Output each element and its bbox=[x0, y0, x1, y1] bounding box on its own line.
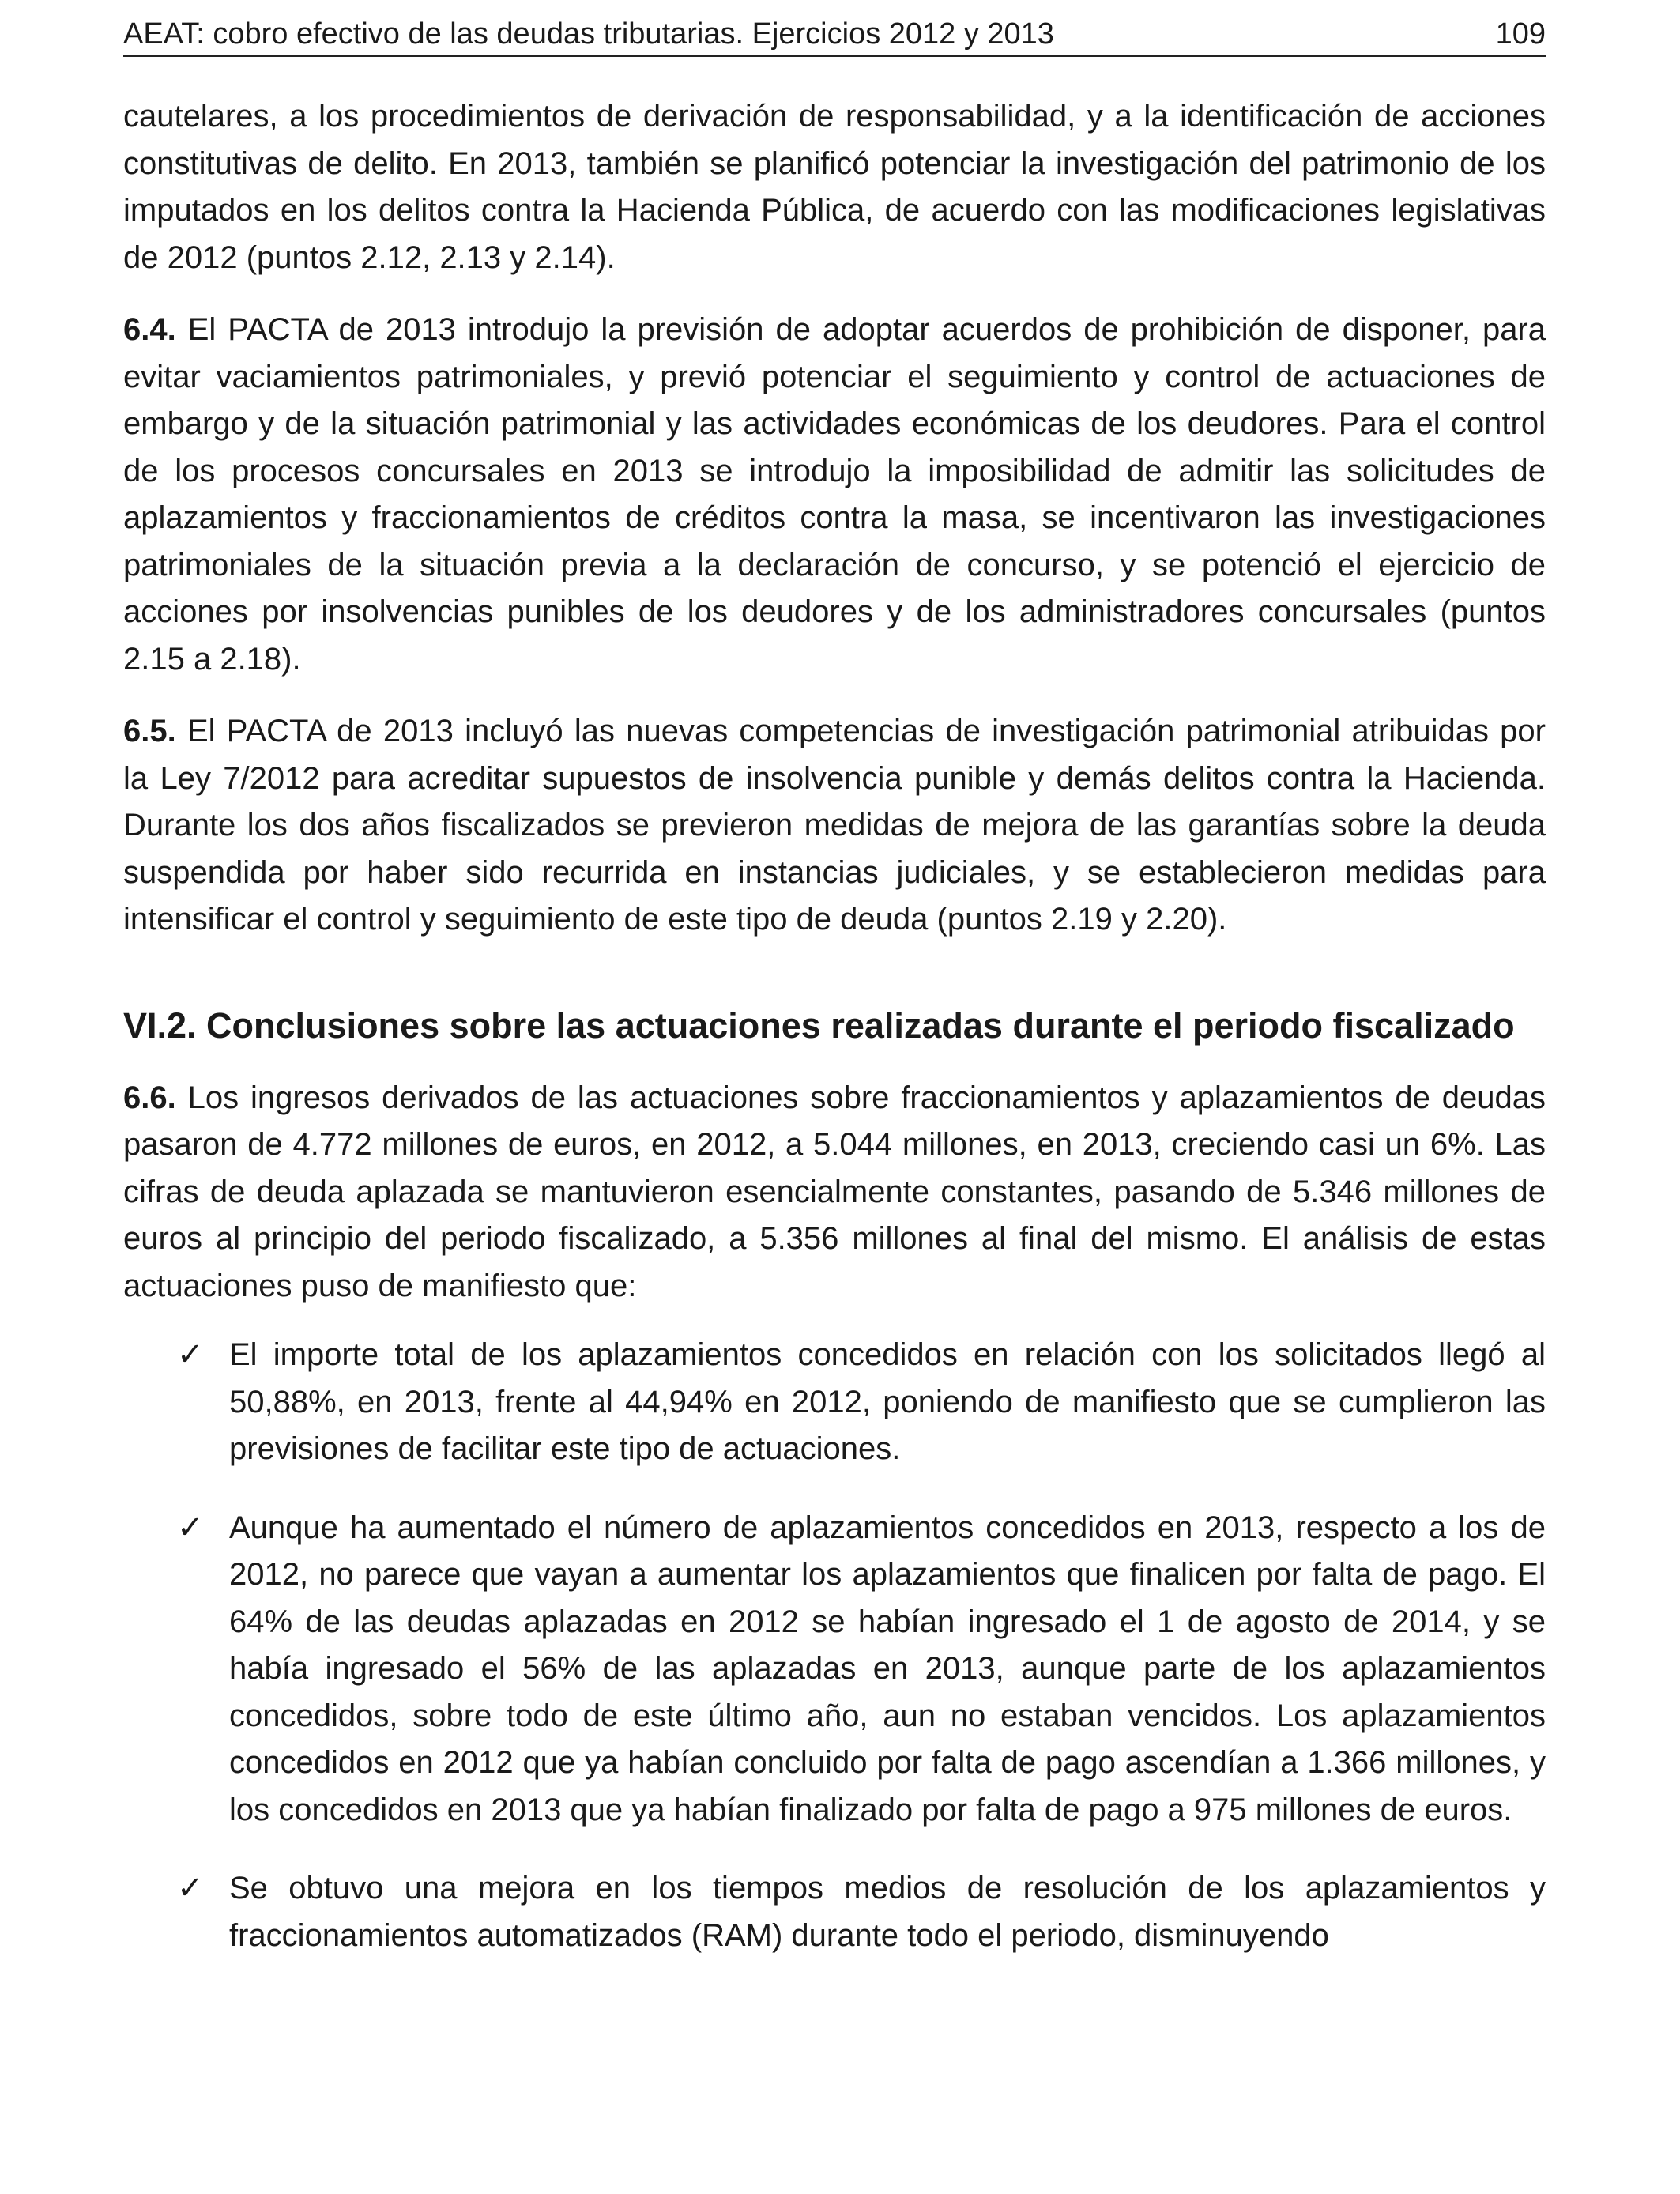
paragraph-text: El PACTA de 2013 introdujo la previsión de adoptar acuerdos de prohibición de disponer, para evitar vaciamientos patrimoniales, y previó potenciar el seguimiento y control de actuaciones de embargo y de la situación patrimonial y las actividades económicas de los deudores. Para el control de los procesos concursales en 2013 se introdujo la imposibilidad de admitir las solicitudes de aplazamientos y fraccionamientos de créditos contra la masa, se incentivaron las investigaciones patrimoniales de la situación previa a la declaración de concurso, y se potenció el ejercicio de acciones por insolvencias punibles de los deudores y de los administradores concursales (puntos 2.15 a 2.18). bbox=[123, 312, 1546, 677]
list-item bbox=[123, 1865, 1546, 1959]
intro-paragraph: cautelares, a los procedimientos de derivación de responsabilidad, y a la identificación de acciones constitutivas de delito. En 2013, también se planificó potenciar la investigación del patrimonio de los imputados en los delitos contra la Hacienda Pública, de acuerdo con las modificaciones legislativas de 2012 (puntos 2.12, 2.13 y 2.14). bbox=[123, 99, 1546, 275]
paragraph-text: El PACTA de 2013 incluyó las nuevas competencias de investigación patrimonial atribuidas por la Ley 7/2012 para acreditar supuestos de insolvencia punible y demás delitos contra la Hacienda. Durante los dos años fiscalizados se previeron medidas de mejora de las garantías sobre la deuda suspendida por haber sido recurrida en instancias judiciales, y se establecieron medidas para intensificar el control y seguimiento de este tipo de deuda (puntos 2.19 y 2.20). bbox=[123, 714, 1546, 937]
checkmark-icon: ✓ bbox=[177, 1336, 204, 1373]
paragraph-6-5 bbox=[123, 708, 1546, 944]
list-item-text: Se obtuvo una mejora en los tiempos medios de resolución de los aplazamientos y fraccionamientos automatizados (RAM) durante todo el periodo, disminuyendo bbox=[229, 1871, 1546, 1953]
paragraph-number: 6.4. bbox=[123, 312, 176, 347]
section-heading: VI.2. Conclusiones sobre las actuaciones realizadas durante el periodo fiscalizado bbox=[123, 1005, 1515, 1046]
document-body bbox=[123, 93, 1546, 1991]
checkmark-icon: ✓ bbox=[177, 1870, 204, 1906]
checkmark-icon: ✓ bbox=[177, 1509, 204, 1546]
header-title: AEAT: cobro efectivo de las deudas tributarias. Ejercicios 2012 y 2013 bbox=[123, 17, 1054, 51]
paragraph-number: 6.5. bbox=[123, 714, 176, 748]
paragraph-6-6 bbox=[123, 1075, 1546, 1310]
list-item bbox=[123, 1505, 1546, 1834]
conclusions-list bbox=[123, 1332, 1546, 1959]
page-number: 109 bbox=[1495, 17, 1546, 51]
paragraph-6-4 bbox=[123, 307, 1546, 683]
list-item bbox=[123, 1332, 1546, 1473]
list-item-text: El importe total de los aplazamientos concedidos en relación con los solicitados llegó al 50,88%, en 2013, frente al 44,94% en 2012, poniendo de manifiesto que se cumplieron las previsiones de facilitar este tipo de actuaciones. bbox=[229, 1337, 1546, 1466]
paragraph-number: 6.6. bbox=[123, 1080, 176, 1115]
paragraph-text: Los ingresos derivados de las actuaciones sobre fraccionamientos y aplazamientos de deudas pasaron de 4.772 millones de euros, en 2012, a 5.044 millones, en 2013, creciendo casi un 6%. Las cifras de deuda aplazada se mantuvieron esencialmente constantes, pasando de 5.346 millones de euros al principio del periodo fiscalizado, a 5.356 millones al final del mismo. El análisis de estas actuaciones puso de manifiesto que: bbox=[123, 1080, 1546, 1303]
list-item-text: Aunque ha aumentado el número de aplazamientos concedidos en 2013, respecto a los de 2012, no parece que vayan a aumentar los aplazamientos que finalicen por falta de pago. El 64% de las deudas aplazadas en 2012 se habían ingresado el 1 de agosto de 2014, y se había ingresado el 56% de las aplazadas en 2013, aunque parte de los aplazamientos concedidos, sobre todo de este último año, aun no estaban vencidos. Los aplazamientos concedidos en 2012 que ya habían concluido por falta de pago ascendían a 1.366 millones, y los concedidos en 2013 que ya habían finalizado por falta de pago a 975 millones de euros. bbox=[229, 1510, 1546, 1827]
page-header bbox=[123, 13, 1546, 57]
